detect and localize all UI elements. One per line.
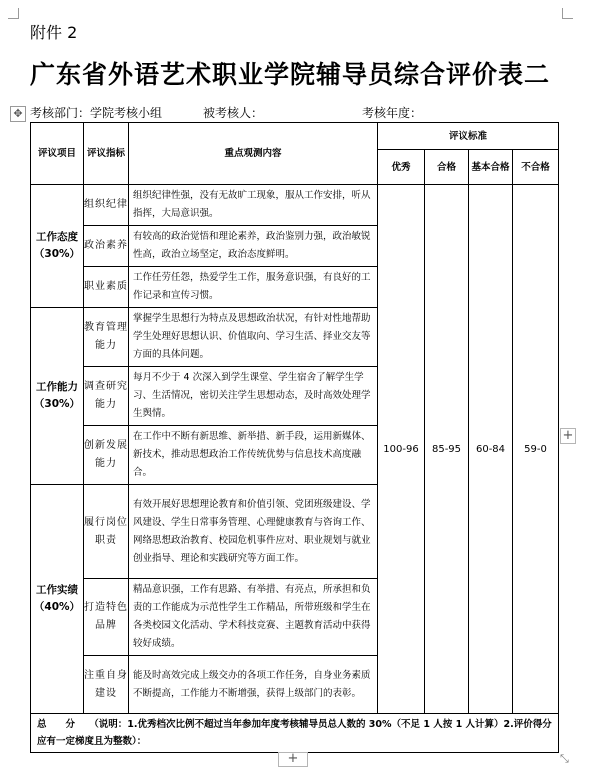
- dept-field: [30, 104, 162, 121]
- range-basic-pass: 60-84: [469, 185, 513, 714]
- indicator-cell: 调查研究能力: [84, 367, 129, 426]
- header-content: 重点观测内容: [129, 123, 378, 185]
- total-label: 总 分: [37, 719, 76, 730]
- content-cell: 在工作中不断有新思维、新举措、新手段，运用新媒体、新技术，推动思想政治工作传统优势与信息技术高度融合。: [129, 426, 378, 485]
- dept-value: 学院考核小组: [90, 106, 163, 120]
- content-cell: 组织纪律性强，没有无故旷工现象，服从工作安排，听从指挥，大局意识强。: [129, 185, 378, 226]
- attachment-label: 附件 2: [30, 23, 78, 42]
- table-move-handle-icon[interactable]: ✥: [10, 106, 26, 122]
- range-excellent: 100-96: [378, 185, 425, 714]
- page-corner-mark-top-right: [562, 8, 573, 19]
- content-cell: 每月不少于 4 次深入到学生课堂、学生宿舍了解学生学习、生活情况，密切关注学生思想动态，及时高效处理学生舆情。: [129, 367, 378, 426]
- header-grade-basic-pass: 基本合格: [469, 150, 513, 185]
- evaluation-table: [30, 122, 559, 753]
- add-row-icon[interactable]: +: [278, 752, 308, 767]
- content-cell: 能及时高效完成上级交办的各项工作任务，自身业务素质不断提高，工作能力不断增强，获得上级部门的表彰。: [129, 656, 378, 714]
- indicator-cell: 政治素养: [84, 226, 129, 267]
- total-note: （说明：1.优秀档次比例不超过当年参加年度考核辅导员总人数的 30%（不足 1 人按 1 人计算）2.评价得分应有一定梯度且为整数）：: [37, 719, 552, 747]
- header-grade-pass: 合格: [425, 150, 469, 185]
- total-row: [31, 714, 559, 753]
- add-column-icon[interactable]: +: [560, 428, 576, 444]
- header-grade-fail: 不合格: [513, 150, 559, 185]
- indicator-cell: 注重自身建设: [84, 656, 129, 714]
- indicator-cell: 创新发展能力: [84, 426, 129, 485]
- category-achievement: 工作实绩 （40%）: [31, 485, 84, 714]
- page-corner-mark-top-left: [8, 8, 19, 19]
- content-cell: 精品意识强，工作有思路、有举措、有亮点，所承担和负责的工作能成为示范性学生工作精品，所带班级和学生在各类校园文化活动、学术科技竞赛、主题教育活动中获得较好成绩。: [129, 579, 378, 656]
- table-row: [31, 185, 559, 226]
- content-cell: 工作任劳任怨，热爱学生工作，服务意识强，有良好的工作记录和宣传习惯。: [129, 267, 378, 308]
- category-ability: 工作能力 （30%）: [31, 308, 84, 485]
- range-fail: 59-0: [513, 185, 559, 714]
- resize-handle-icon[interactable]: ⤡: [560, 752, 569, 765]
- header-grade-excellent: 优秀: [378, 150, 425, 185]
- content-cell: 有较高的政治觉悟和理论素养，政治鉴别力强，政治敏锐性高，政治立场坚定，政治态度鲜明。: [129, 226, 378, 267]
- document-title: 广东省外语艺术职业学院辅导员综合评价表二: [30, 60, 551, 89]
- category-attitude: 工作态度 （30%）: [31, 185, 84, 308]
- assessee-label: 被考核人：: [203, 106, 264, 120]
- range-pass: 85-95: [425, 185, 469, 714]
- header-indicator: 评议指标: [84, 123, 129, 185]
- header-standard: 评议标准: [378, 123, 559, 150]
- indicator-cell: 组织纪律: [84, 185, 129, 226]
- indicator-cell: 打造特色品牌: [84, 579, 129, 656]
- year-label: 考核年度：: [362, 106, 423, 120]
- indicator-cell: 教育管理能力: [84, 308, 129, 367]
- dept-label: 考核部门：: [30, 106, 91, 120]
- content-cell: 掌握学生思想行为特点及思想政治状况，有针对性地帮助学生处理好思想认识、价值取向、学习生活、择业交友等方面的具体问题。: [129, 308, 378, 367]
- content-cell: 有效开展好思想理论教育和价值引领、党团班级建设、学风建设、学生日常事务管理、心理健康教育与咨询工作、网络思想政治教育、校园危机事件应对、职业规划与就业创业指导、理论和实践研究等方面工作。: [129, 485, 378, 579]
- total-cell: [31, 714, 559, 753]
- indicator-cell: 职业素质: [84, 267, 129, 308]
- header-item: 评议项目: [31, 123, 84, 185]
- indicator-cell: 履行岗位职责: [84, 485, 129, 579]
